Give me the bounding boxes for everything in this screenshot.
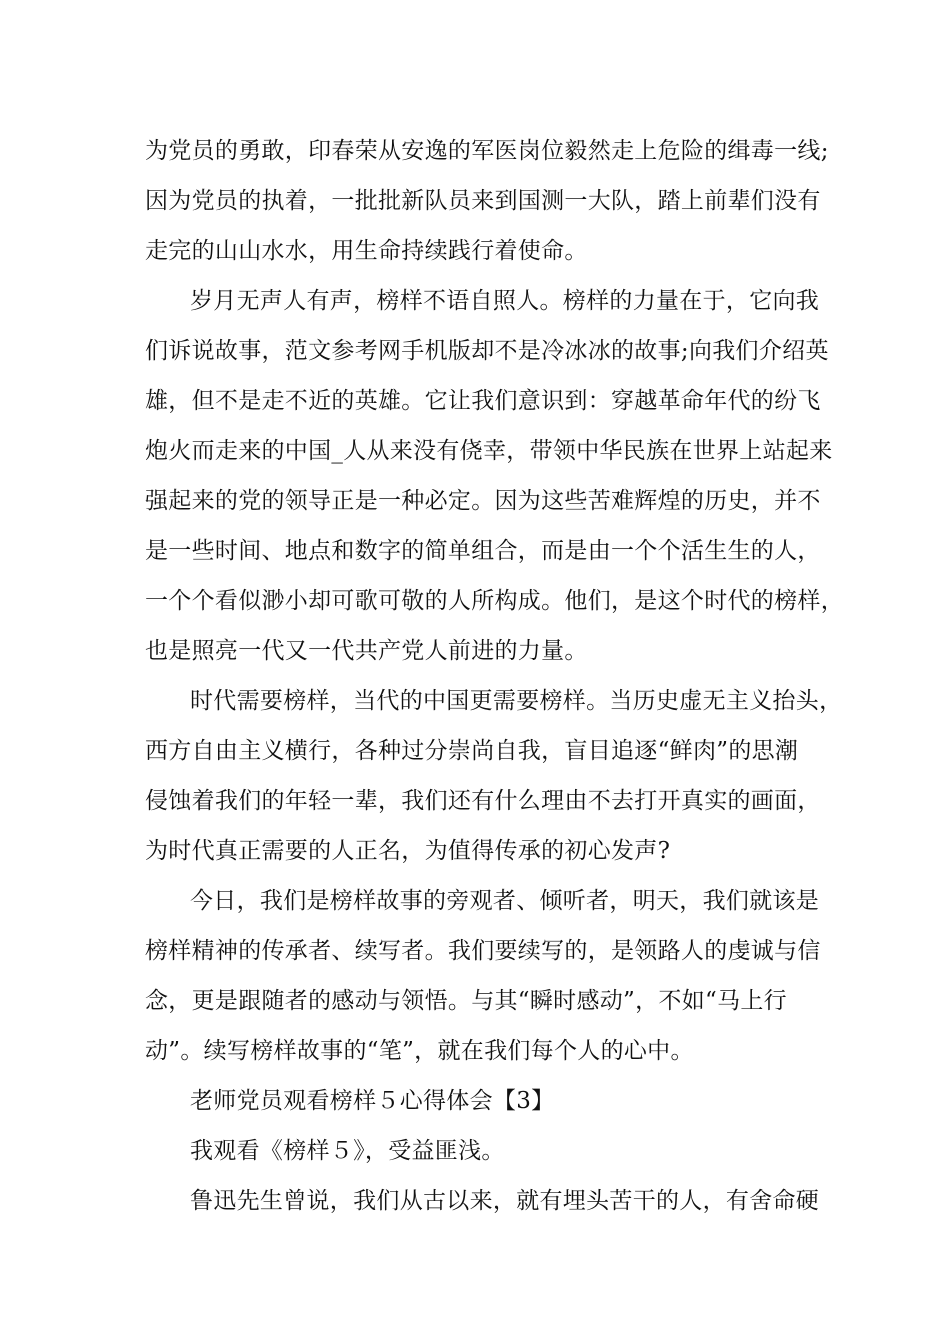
text-line-2: 因为党员的执着，一批批新队员来到国测一大队，踏上前辈们没有: [145, 188, 821, 214]
text-line-7: 炮火而走来的中国_人从来没有侥幸，带领中华民族在世界上站起来: [145, 438, 833, 464]
text-line-15: 为时代真正需要的人正名，为值得传承的初心发声?: [145, 838, 671, 864]
text-line-18: 念，更是跟随者的感动与领悟。与其“瞬时感动”，不如“马上行: [145, 988, 787, 1014]
text-line-11: 也是照亮一代又一代共产党人前进的力量。: [145, 638, 588, 664]
paragraph-start-line: 我观看《榜样５》，受益匪浅。: [190, 1138, 505, 1164]
text-line-13: 西方自由主义横行，各种过分崇尚自我，盲目追逐“鲜肉”的思潮: [145, 738, 799, 764]
paragraph-start-line: 时代需要榜样，当代的中国更需要榜样。当历史虚无主义抬头，: [190, 688, 843, 714]
paragraph-start-line: 岁月无声人有声，榜样不语自照人。榜样的力量在于，它向我: [190, 288, 820, 314]
section-heading: 老师党员观看榜样５心得体会【3】: [190, 1088, 555, 1114]
paragraph-start-line: 鲁迅先生曾说，我们从古以来，就有埋头苦干的人，有舍命硬: [190, 1188, 820, 1214]
text-line-6: 雄，但不是走不近的英雄。它让我们意识到：穿越革命年代的纷飞: [145, 388, 821, 414]
text-line-5: 们诉说故事，范文参考网手机版却不是冷冰冰的故事;向我们介绍英: [145, 338, 829, 364]
text-line-19: 动”。续写榜样故事的“笔”，就在我们每个人的心中。: [145, 1038, 694, 1064]
text-line-17: 榜样精神的传承者、续写者。我们要续写的，是领路人的虔诚与信: [145, 938, 821, 964]
text-line-8: 强起来的党的领导正是一种必定。因为这些苦难辉煌的历史，并不: [145, 488, 821, 514]
text-line-1: 为党员的勇敢，印春荣从安逸的军医岗位毅然走上危险的缉毒一线;: [145, 138, 829, 164]
text-line-14: 侵蚀着我们的年轻一辈，我们还有什么理由不去打开真实的画面，: [145, 788, 821, 814]
text-line-10: 一个个看似渺小却可歌可敬的人所构成。他们，是这个时代的榜样，: [145, 588, 844, 614]
paragraph-start-line: 今日，我们是榜样故事的旁观者、倾听者，明天，我们就该是: [190, 888, 820, 914]
text-line-9: 是一些时间、地点和数字的简单组合，而是由一个个活生生的人，: [145, 538, 821, 564]
text-line-3: 走完的山山水水，用生命持续践行着使命。: [145, 238, 588, 264]
